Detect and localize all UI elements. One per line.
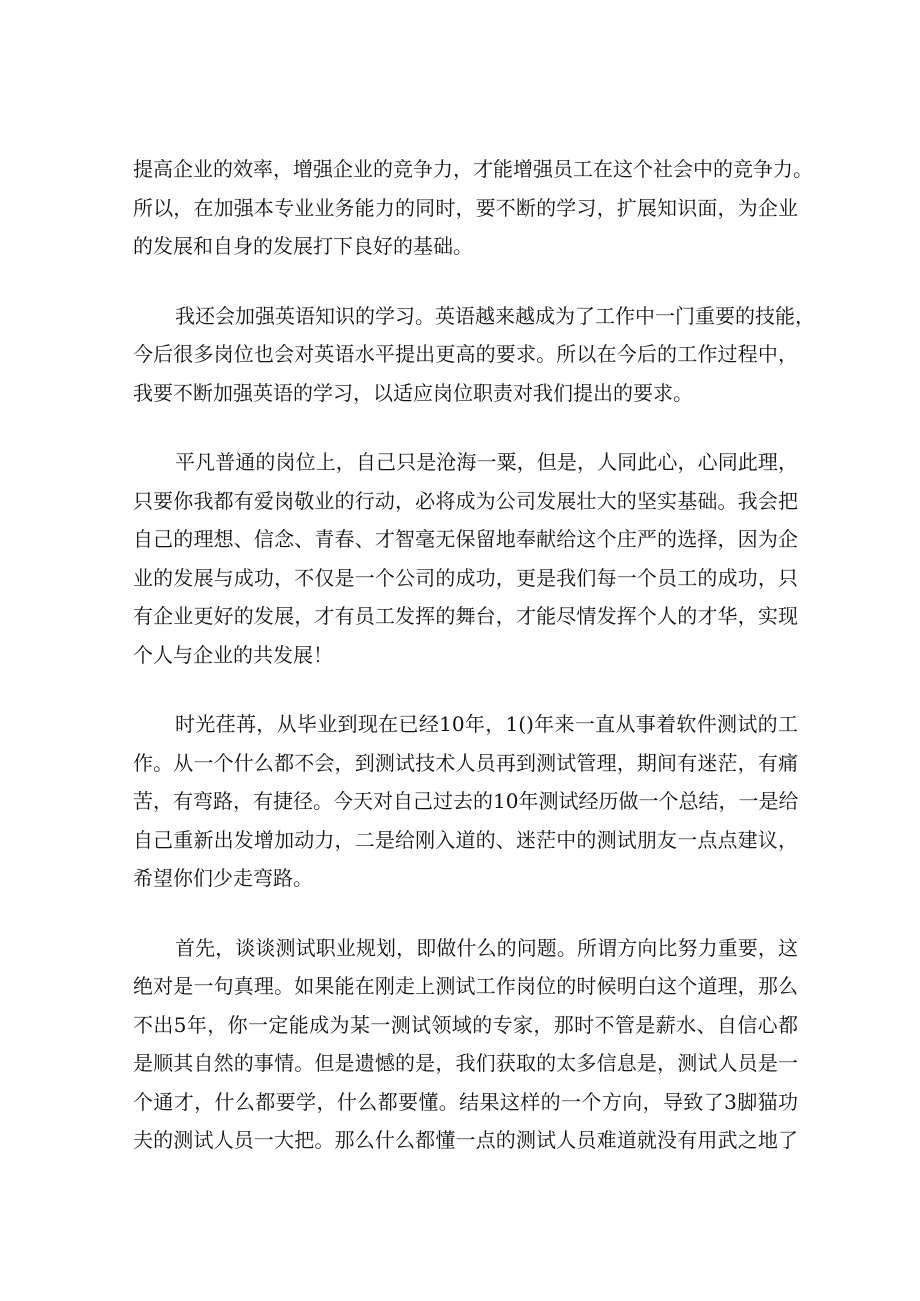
document-body [133,150,815,1191]
text-line: 夫的测试人员一大把。那么什么都懂一点的测试人员难道就没有用武之地了 [133,1128,798,1152]
text-line: 不出5年，你一定能成为某一测试领域的专家，那时不管是薪水、自信心都 [133,1012,798,1037]
text-line: 绝对是一句真理。如果能在刚走上测试工作岗位的时候明白这个道理，那么 [133,974,798,998]
paragraph-efficiency [133,150,813,266]
text-line: 首先，谈谈测试职业规划，即做什么的问题。所谓方向比努力重要，这 [175,935,798,960]
paragraph-ordinary-post [133,443,798,674]
paragraph-career-plan [133,929,798,1160]
text-line: 我要不断加强英语的学习，以适应岗位职责对我们提出的要求。 [133,380,693,405]
paragraph-ten-years [133,705,798,898]
text-line: 苦，有弯路，有捷径。今天对自己过去的10年测试经历做一个总结，一是给 [133,789,799,813]
text-line: 提高企业的效率，增强企业的竞争力，才能增强员工在这个社会中的竞争力。 [133,157,813,181]
text-line: 所以，在加强本专业业务能力的同时，要不断的学习，扩展知识面，为企业 [133,195,798,220]
paragraph-english-study [133,297,815,413]
text-line: 作。从一个什么都不会，到测试技术人员再到测试管理，期间有迷茫，有痛 [133,750,798,775]
text-line: 时光荏苒，从毕业到现在已经10年，1()年来一直从事着软件测试的工 [175,712,798,736]
text-line: 平凡普通的岗位上，自己只是沧海一粟，但是，人同此心，心同此理， [175,450,798,474]
text-line: 自己重新出发增加动力，二是给刚入道的、迷茫中的测试朋友一点点建议， [133,827,798,852]
text-line: 的发展和自身的发展打下良好的基础。 [133,234,473,258]
text-line: 有企业更好的发展，才有员工发挥的舞台，才能尽情发挥个人的才华，实现 [133,604,798,628]
text-line: 我还会加强英语知识的学习。英语越来越成为了工作中一门重要的技能， [175,303,815,328]
text-line: 个人与企业的共发展！ [133,642,333,667]
text-line: 只要你我都有爱岗敬业的行动，必将成为公司发展壮大的坚实基础。我会把 [133,488,798,513]
text-line: 今后很多岗位也会对英语水平提出更高的要求。所以在今后的工作过程中， [133,342,798,366]
text-line: 希望你们少走弯路。 [133,866,313,890]
text-line: 自己的理想、信念、青春、才智毫无保留地奉献给这个庄严的选择，因为企 [133,527,798,551]
text-line: 是顺其自然的事情。但是遗憾的是，我们获取的太多信息是，测试人员是一 [133,1051,798,1075]
text-line: 业的发展与成功，不仅是一个公司的成功，更是我们每一个员工的成功，只 [133,565,798,590]
text-line: 个通才，什么都要学，什么都要懂。结果这样的一个方向，导致了3脚猫功 [133,1089,798,1114]
